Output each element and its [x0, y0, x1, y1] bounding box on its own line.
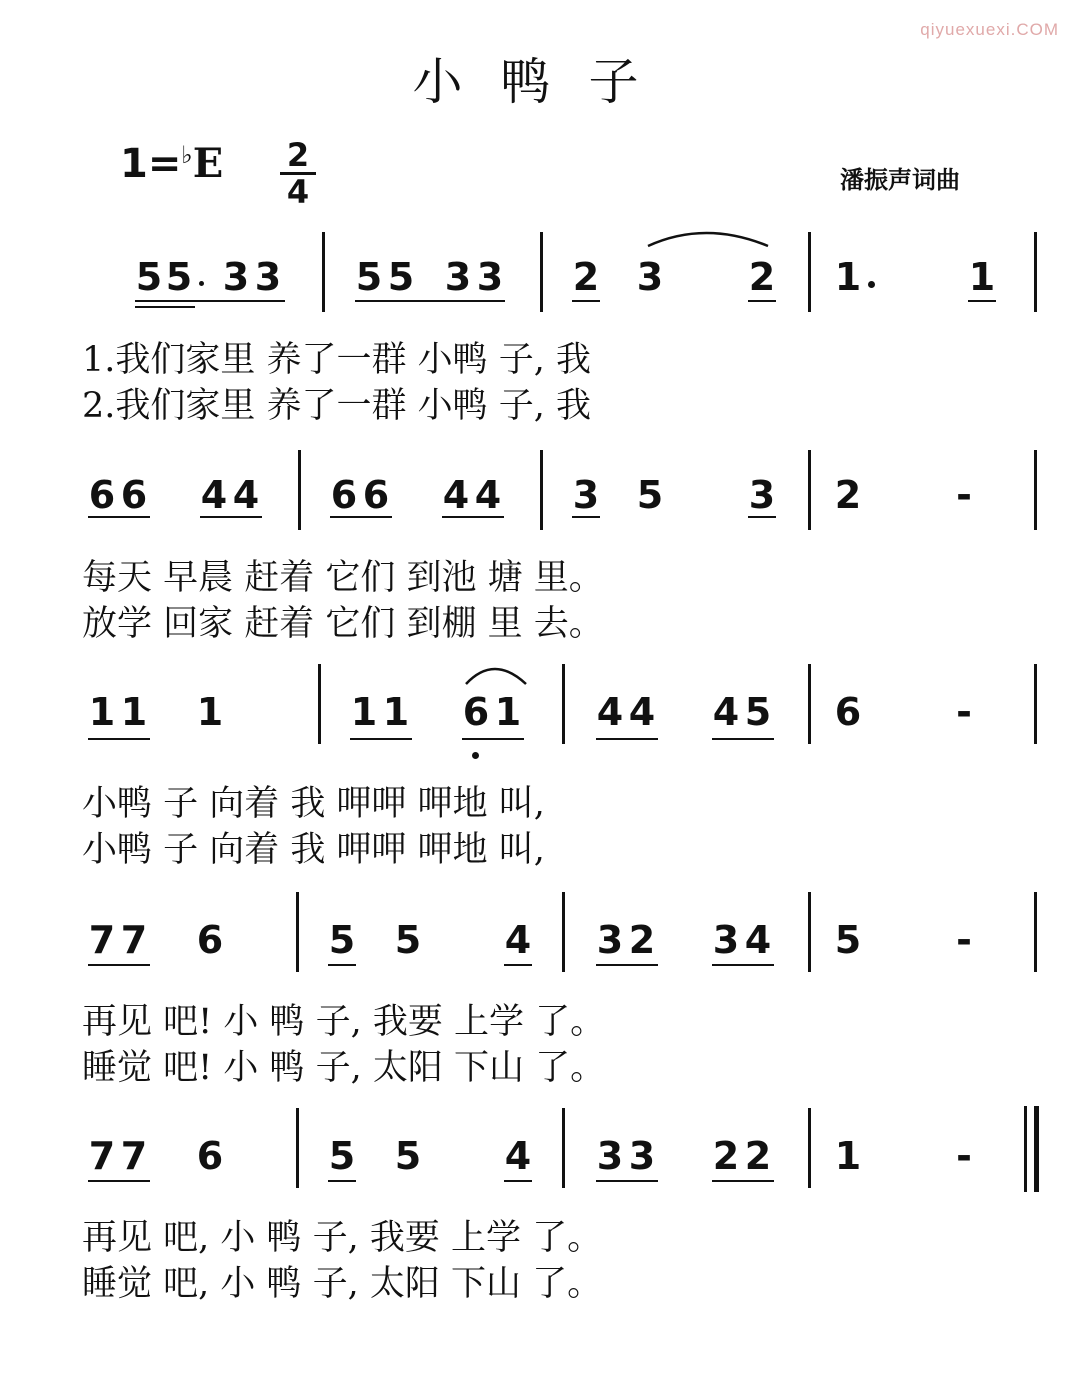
note: 5 — [394, 1134, 422, 1178]
note: 4 — [504, 918, 532, 962]
lyrics-verse1: 再见 吧! 小 鸭 子, 我要 上学 了。 — [82, 1002, 606, 1042]
dash: - — [956, 473, 972, 517]
note: 4 — [712, 690, 740, 734]
lyrics-verse1: 每天 早晨 赶着 它们 到池 塘 里。 — [82, 558, 604, 598]
note: 6 — [834, 690, 862, 734]
note: 6 — [88, 473, 116, 517]
lyrics-verse2: 睡觉 吧! 小 鸭 子, 太阳 下山 了。 — [82, 1048, 606, 1088]
note: 4 — [200, 473, 228, 517]
note: 3 — [572, 473, 600, 517]
note: 5 — [135, 255, 163, 299]
note: 6 — [362, 473, 390, 517]
note: 3 — [476, 255, 504, 299]
note: 1 — [834, 255, 862, 299]
note: 4 — [232, 473, 260, 517]
note: 2 — [834, 473, 862, 517]
note: 2 — [744, 1134, 772, 1178]
lyrics-verse2: 小鸭 子 向着 我 呷呷 呷地 叫, — [82, 830, 545, 870]
note: 7 — [88, 1134, 116, 1178]
note: 6 — [462, 690, 490, 734]
song-title: 小鸭子 — [412, 53, 677, 111]
key-one: 1 — [120, 141, 148, 187]
time-top: 2 — [286, 136, 310, 174]
note: 6 — [196, 1134, 224, 1178]
note: 1 — [350, 690, 378, 734]
key-letter: E — [192, 140, 224, 187]
composer-credit: 潘振声词曲 — [840, 165, 960, 194]
note: 1 — [88, 690, 116, 734]
key-eq: = — [147, 141, 182, 187]
dash: - — [956, 1134, 972, 1178]
note: 5 — [394, 918, 422, 962]
note: 5 — [165, 255, 193, 299]
note: 3 — [596, 1134, 624, 1178]
note: 3 — [748, 473, 776, 517]
note: 7 — [120, 918, 148, 962]
note: 4 — [628, 690, 656, 734]
note: 4 — [596, 690, 624, 734]
note: 2 — [628, 918, 656, 962]
lyrics-verse1: 再见 吧, 小 鸭 子, 我要 上学 了。 — [82, 1218, 603, 1258]
time-bottom: 4 — [286, 173, 310, 211]
note: 3 — [636, 255, 664, 299]
note: 4 — [474, 473, 502, 517]
note: 5 — [328, 918, 356, 962]
note: 5 — [834, 918, 862, 962]
slur — [648, 233, 768, 246]
note: 7 — [120, 1134, 148, 1178]
slur — [466, 669, 526, 684]
note: 1 — [196, 690, 224, 734]
note: 6 — [330, 473, 358, 517]
note: 1 — [834, 1134, 862, 1178]
note: 6 — [120, 473, 148, 517]
lyrics-verse2: 放学 回家 赶着 它们 到棚 里 去。 — [82, 604, 604, 644]
note: 6 — [196, 918, 224, 962]
note: 5 — [355, 255, 383, 299]
note: 1 — [968, 255, 996, 299]
lyrics-verse2: 睡觉 吧, 小 鸭 子, 太阳 下山 了。 — [82, 1264, 603, 1304]
note: 1 — [120, 690, 148, 734]
note: 4 — [504, 1134, 532, 1178]
note: 5 — [636, 473, 664, 517]
lyrics-verse1: 1.我们家里 养了一群 小鸭 子, 我 — [82, 340, 592, 380]
note: 4 — [442, 473, 470, 517]
note: 5 — [744, 690, 772, 734]
note: 1 — [494, 690, 522, 734]
note: 4 — [744, 918, 772, 962]
note: 1 — [382, 690, 410, 734]
note: 3 — [628, 1134, 656, 1178]
note: 3 — [712, 918, 740, 962]
dash: - — [956, 690, 972, 734]
note: 7 — [88, 918, 116, 962]
watermark-text: qiyuexuexi.COM — [920, 20, 1059, 39]
note: 3 — [596, 918, 624, 962]
note: 2 — [572, 255, 600, 299]
dash: - — [956, 918, 972, 962]
note: 3 — [222, 255, 250, 299]
note: 3 — [444, 255, 472, 299]
flat-sign: ♭ — [181, 141, 193, 169]
note: 2 — [748, 255, 776, 299]
note: 5 — [387, 255, 415, 299]
note: 5 — [328, 1134, 356, 1178]
lyrics-verse1: 小鸭 子 向着 我 呷呷 呷地 叫, — [82, 784, 545, 824]
note: 3 — [254, 255, 282, 299]
note: 2 — [712, 1134, 740, 1178]
lyrics-verse2: 2.我们家里 养了一群 小鸭 子, 我 — [82, 386, 592, 426]
